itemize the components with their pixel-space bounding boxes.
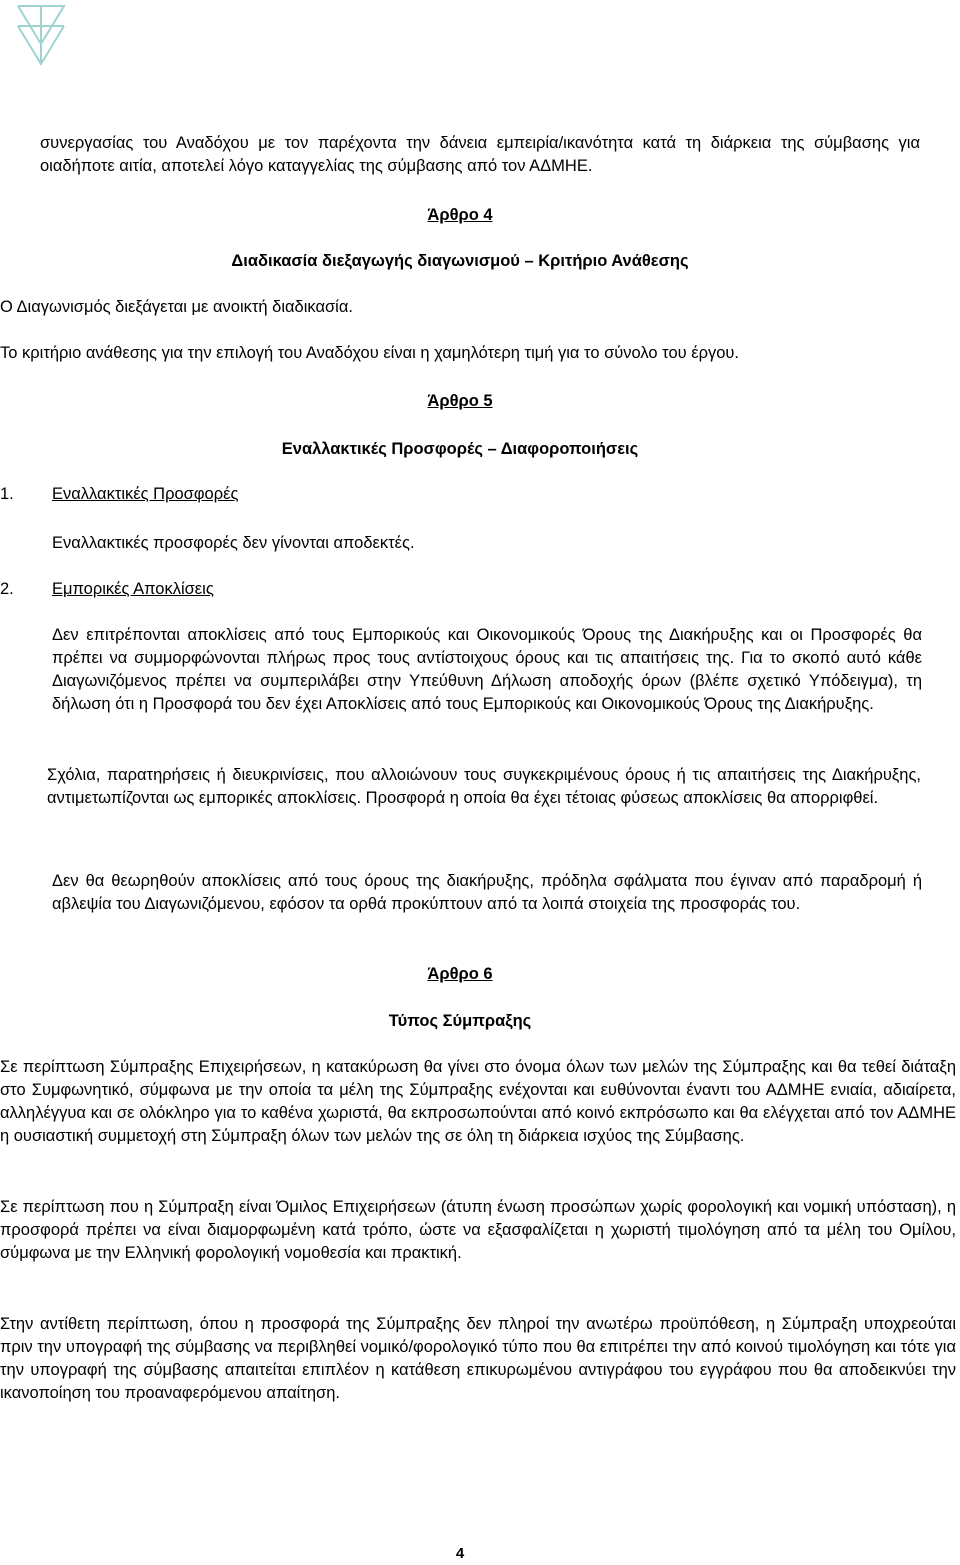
item-1-heading: Εναλλακτικές Προσφορές	[52, 485, 239, 503]
intro-paragraph: συνεργασίας του Αναδόχου με τον παρέχοντα την δάνεια εμπειρία/ικανότητα κατά τη διάρκεια της σύμβασης για οιαδήποτε αιτία, αποτελεί λόγο καταγγελίας της σύμβασης από τον ΑΔΜΗΕ.	[40, 134, 920, 175]
article-4-paragraph-2: Το κριτήριο ανάθεσης για την επιλογή του Αναδόχου είναι η χαμηλότερη τιμή για το σύνολο του έργου.	[0, 344, 740, 362]
article-4-subtitle: Διαδικασία διεξαγωγής διαγωνισμού – Κριτήριο Ανάθεσης	[231, 252, 689, 270]
item-1-number: 1.	[0, 485, 14, 503]
item-2-heading: Εμπορικές Αποκλίσεις	[52, 580, 214, 598]
article-6-paragraph-2: Σε περίπτωση που η Σύμπραξη είναι Όμιλος Επιχειρήσεων (άτυπη ένωση προσώπων χωρίς φορολογική και νομική υπόσταση), η προσφορά πρέπει να είναι διαμορφωμένη κατά τρόπο, ώστε να εξασφαλίζεται η χωριστή τιμολόγηση από τα μέλη του Ομίλου, σύμφωνα με την Ελληνική φορολογική νομοθεσία και πρακτική.	[0, 1198, 956, 1262]
article-6-subtitle: Τύπος Σύμπραξης	[388, 1012, 532, 1030]
article-4-title: Άρθρο 4	[427, 206, 493, 224]
article-4-paragraph-1: Ο Διαγωνισμός διεξάγεται με ανοικτή διαδικασία.	[0, 298, 353, 316]
item-2-paragraph-1: Δεν επιτρέπονται αποκλίσεις από τους Εμπορικούς και Οικονομικούς Όρους της Διακήρυξης και οι Προσφορές θα πρέπει να συμμορφώνονται πλήρως προς τους αντίστοιχους όρους και τις απαιτήσεις της. Για το σκοπό αυτό κάθε Διαγωνιζόμενος πρέπει να συμπεριλάβει στην Υπεύθυνη Δήλωση αποδοχής όρων (βλέπε σχετικό Υπόδειγμα), τη δήλωση ότι η Προσφορά του δεν έχει Αποκλίσεις από τους Εμπορικούς και Οικονομικούς Όρους της Διακήρυξης.	[52, 626, 922, 713]
article-6-title: Άρθρο 6	[427, 965, 493, 983]
article-6-paragraph-1: Σε περίπτωση Σύμπραξης Επιχειρήσεων, η κατακύρωση θα γίνει στο όνομα όλων των μελών της Σύμπραξης και θα τεθεί διάταξη στο Συμφωνητικό, σύμφωνα με την οποία τα μέλη της Σύμπραξης ενέχονται και ευθύνονται έναντι του ΑΔΜΗΕ ενιαία, αδιαίρετα, αλληλέγγυα και σε ολόκληρο για το καθένα χωριστά, θα εκπροσωπούνται από κοινό εκπρόσωπο και θα ελέγχεται από τον ΑΔΜΗΕ η ουσιαστική συμμετοχή στη Σύμπραξη όλων των μελών της σε όλη τη διάρκεια ισχύος της Σύμβασης.	[0, 1058, 956, 1145]
item-2-paragraph-3: Δεν θα θεωρηθούν αποκλίσεις από τους όρους της διακήρυξης, πρόδηλα σφάλματα που έγιναν από παραδρομή ή αβλεψία του Διαγωνιζόμενου, εφόσον τα ορθά προκύπτουν από τα λοιπά στοιχεία της προσφοράς του.	[52, 872, 922, 913]
item-1-text: Εναλλακτικές προσφορές δεν γίνονται αποδεκτές.	[52, 534, 415, 552]
article-6-paragraph-3: Στην αντίθετη περίπτωση, όπου η προσφορά της Σύμπραξης δεν πληροί την ανωτέρω προϋπόθεση, η Σύμπραξη υποχρεούται πριν την υπογραφή της σύμβασης να περιβληθεί νομικό/φορολογικό τύπο που θα επιτρέπει την από κοινού τιμολόγηση και τότε για την υπογραφή της σύμβασης απαιτείται επιπλέον η κατάθεση επικυρωμένου αντιγράφου του εγγράφου που θα αποδεικνύει την ικανοποίηση του προαναφερόμενου απαίτηση.	[0, 1315, 956, 1402]
item-2-paragraph-2: Σχόλια, παρατηρήσεις ή διευκρινίσεις, που αλλοιώνουν τους συγκεκριμένους όρους ή τις απαιτήσεις της Διακήρυξης, αντιμετωπίζονται ως εμπορικές αποκλίσεις. Προσφορά η οποία θα έχει τέτοιας φύσεως αποκλίσεις θα απορριφθεί.	[47, 766, 921, 807]
article-5-subtitle: Εναλλακτικές Προσφορές – Διαφοροποιήσεις	[281, 440, 639, 458]
admie-logo-icon	[16, 4, 66, 66]
page-number: 4	[455, 1545, 465, 1562]
item-2-number: 2.	[0, 580, 14, 598]
article-5-title: Άρθρο 5	[427, 392, 493, 410]
